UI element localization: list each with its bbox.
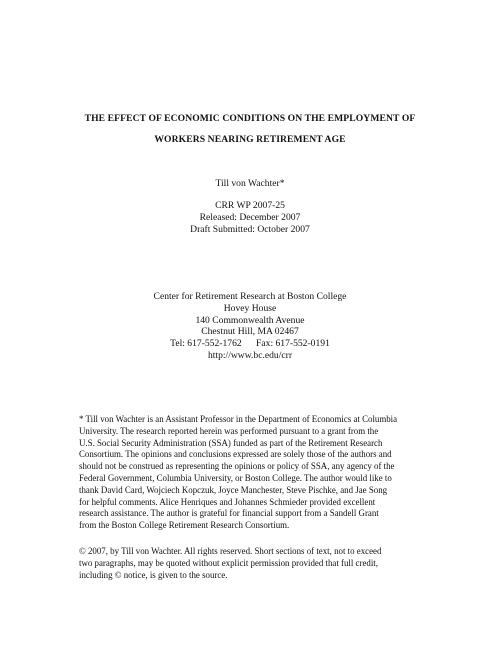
center-url-link[interactable]: http://www.bc.edu/crr [207, 349, 293, 361]
footnote-line: U.S. Social Security Administration (SSA) funded as part of the Retirement Research [79, 437, 383, 448]
footnote-line: for helpful comments. Alice Henriques and Johannes Schmieder provided excellent [79, 496, 376, 507]
footnote-line: should not be construed as representing the opinions or policy of SSA, any agency of the [79, 461, 395, 472]
submission-date: Draft Submitted: October 2007 [190, 223, 310, 235]
center-address-block [40, 291, 460, 362]
center-city: Chestnut Hill, MA 02467 [201, 326, 299, 338]
working-paper-info [40, 200, 460, 235]
footnote-line: * Till von Wachter is an Assistant Professor in the Department of Economics at Columbia [79, 414, 398, 424]
footnote-line: from the Boston College Retirement Research Consortium. [79, 520, 290, 531]
paper-title [40, 108, 460, 150]
title-line-1: THE EFFECT OF ECONOMIC CONDITIONS ON THE EMPLOYMENT OF [84, 113, 416, 124]
title-line-2: WORKERS NEARING RETIREMENT AGE [154, 134, 346, 145]
author-block [40, 178, 460, 190]
working-paper-number: CRR WP 2007-25 [215, 200, 285, 211]
center-building: Hovey House [223, 302, 277, 314]
center-street: 140 Commonwealth Avenue [195, 314, 305, 326]
footnote-line: Federal Government, Columbia University, or Boston College. The author would like to [79, 472, 392, 483]
center-phone-fax: Tel: 617-552-1762 Fax: 617-552-0191 [170, 338, 330, 350]
footnote-line: research assistance. The author is grateful for financial support from a Sandell Grant [79, 508, 379, 519]
center-name: Center for Retirement Research at Boston College [153, 291, 347, 302]
footnote-line: University. The research reported herein was performed pursuant to a grant from the [79, 425, 379, 436]
copyright-line: including © notice, is given to the source. [79, 569, 228, 580]
release-date: Released: December 2007 [199, 211, 301, 223]
copyright-notice [79, 546, 424, 581]
author-name: Till von Wachter* [215, 178, 285, 189]
footnote-line: thank David Card, Wojciech Kopczuk, Joyce Manchester, Steve Pischke, and Jae Song [79, 484, 388, 495]
copyright-line: © 2007, by Till von Wachter. All rights reserved. Short sections of text, not to exceed [79, 546, 382, 556]
copyright-line: two paragraphs, may be quoted without explicit permission provided that full credit, [79, 557, 378, 568]
footnote-line: Consortium. The opinions and conclusions expressed are solely those of the authors and [79, 449, 392, 460]
author-footnote [79, 414, 424, 532]
